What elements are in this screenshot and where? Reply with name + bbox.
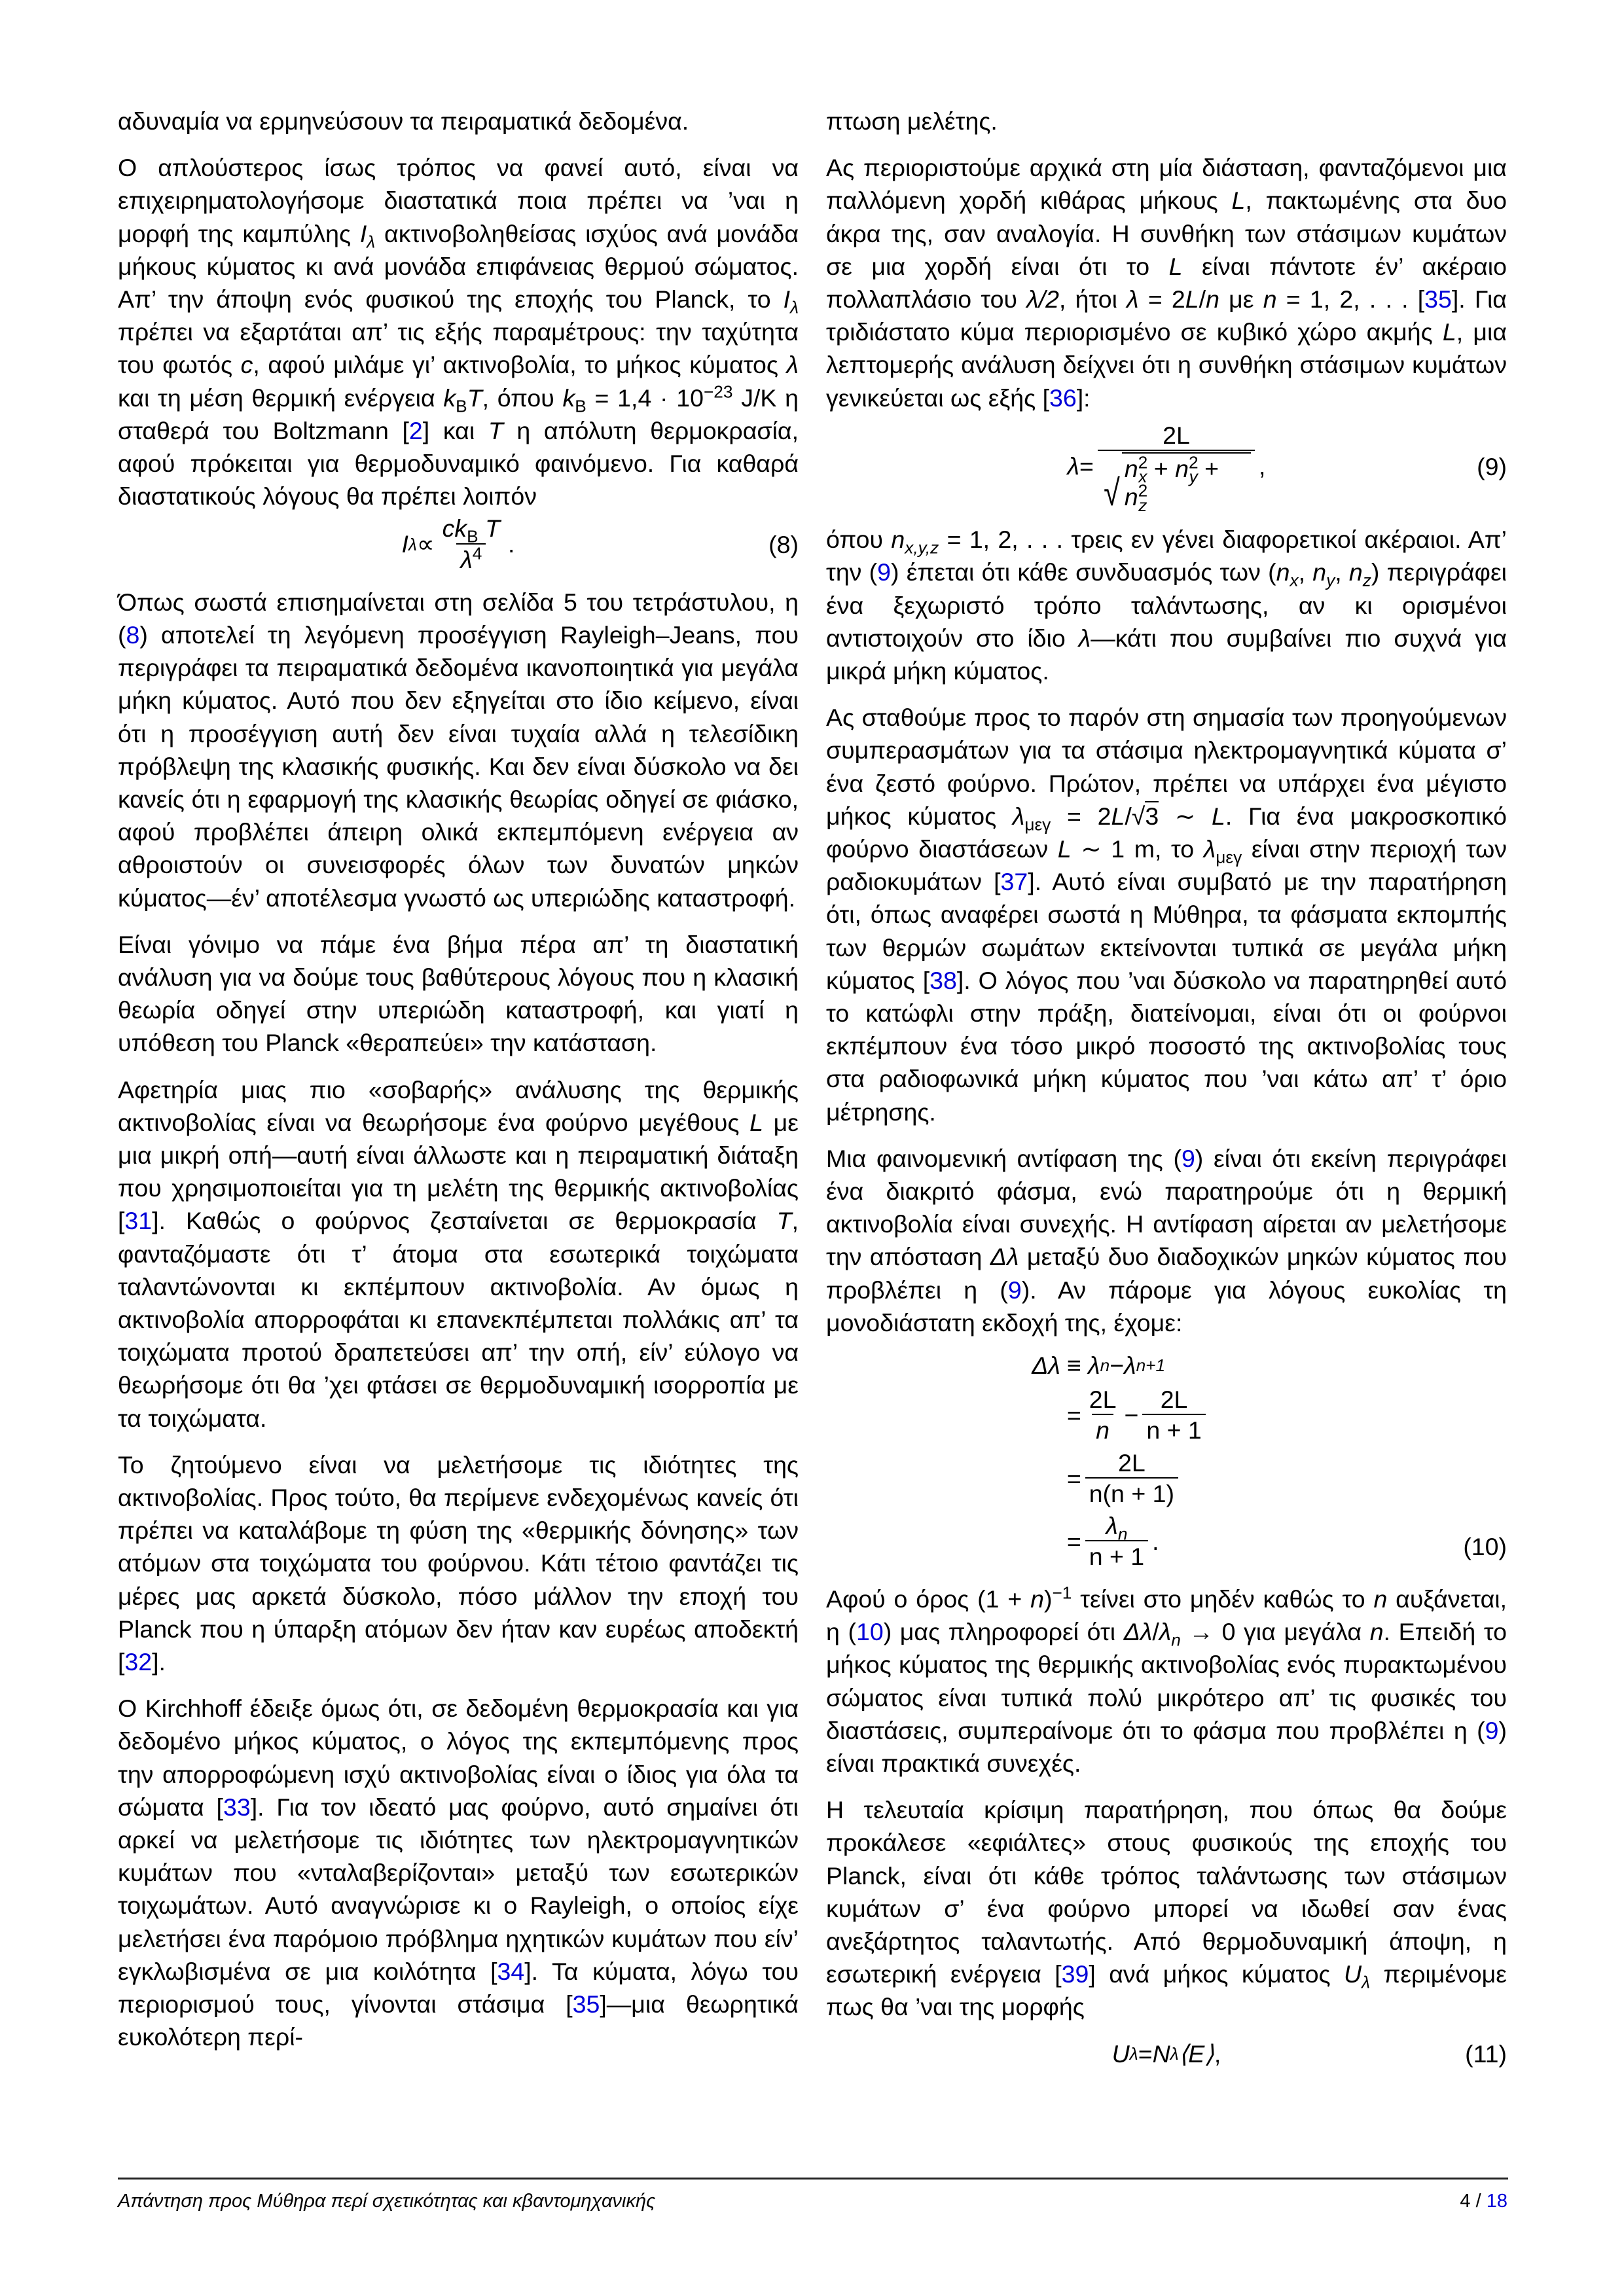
equation-number: (10) — [1463, 1532, 1507, 1560]
equation-9: λ = 2L √ $n^2_x + n^2_y + n^2_z$ , (9) — [1067, 421, 1507, 515]
paragraph: Είναι γόνιμο να πάμε ένα βήμα πέρα απ’ τη διαστατική ανάλυση για να δούμε τους βαθύτερους λόγους που η κλασική θεωρία οδηγεί στην υπεριώδη καταστροφή, και γιατί η υπόθεση του Planck «θεραπεύει» την κατάσταση. — [118, 930, 799, 1057]
equation-number: (9) — [1477, 452, 1507, 480]
paragraph: Αφετηρία μιας πιο «σοβαρής» ανάλυσης της θερμικής ακτινοβολίας είναι να θεωρήσομε ένα φούρνο μεγέθους L με μια μικρή οπή—αυτή είναι άλλωστε και η πειραματική διάταξη που χρησιμοποιείται για τη μελέτη της θερμικής ακτινοβολίας [31]. Καθώς ο φούρνος ζεσταίνεται σε θερμοκρασία T, φανταζόμαστε ότι τ’ άτομα στα εσωτερικά τοιχώματα ταλαντώνονται κι εκπέμπουν ακτινοβολία. Αν όμως η ακτινοβολία απορροφάται κι επανεκπέμπεται πολλάκις απ’ τα τοιχώματα προτού δραπετεύσει απ’ την οπή, είν’ εύλογο να θεωρήσομε ότι θα ’χει φτάσει σε θερμοδυναμική ισορροπία με τα τοιχώματα. — [118, 1075, 799, 1432]
paragraph: Το ζητούμενο είναι να μελετήσομε τις ιδιότητες της ακτινοβολίας. Προς τούτο, θα περίμενε ενδεχομένως κανείς ότι πρέπει να καταλάβομε τη φύση της «θερμικής δόνησης» των ατόμων στα τοιχώματα του φούρνου. Κάτι τέτοιο φαντάζει τις μέρες μας αρκετά δύσκολο, πόσο μάλλον την εποχή του Planck που η ύπαρξη ατόμων δεν ήταν καν ευρέως αποδεκτή [32]. — [118, 1450, 799, 1676]
paragraph: Ο Kirchhoff έδειξε όμως ότι, σε δεδομένη θερμοκρασία και για δεδομένο μήκος κύματος, ο λόγος της εκπεμπόμενης προς την απορροφώμενη ισχύ ακτινοβολίας είναι ο ίδιος για όλα τα σώματα [33]. Για τον ιδεατό μας φούρνο, αυτό σημαίνει ότι αρκεί να μελετήσομε τις ιδιότητες των ηλεκτρομαγνητικών κυμάτων που «νταλαβερίζονται» μεταξύ των εσωτερικών τοιχωμάτων. Αυτό αναγνώρισε κι ο Rayleigh, ο οποίος είχε μελετήσει ένα παρόμοιο πρόβλημα ηχητικών κυμάτων που είν’ εγκλωβισμένα σε μια κοιλότητα [34]. Τα κύματα, λόγω του περιορισμού τους, γίνονται στάσιμα [35]—μια θεωρητικά ευκολότερη περί- — [118, 1695, 799, 2051]
equation-11: U λ = N λ ⟨E⟩ , (11) — [826, 2037, 1507, 2070]
equation-8: I λ ∝ $\frac{ck_B T}{\lambda^4}$ . (8) — [401, 514, 799, 573]
citation-link[interactable]: 37 — [1000, 868, 1028, 896]
citation-link[interactable]: 34 — [497, 1957, 525, 1985]
fraction: $\frac{2L}{n + 1}$ — [1142, 1386, 1205, 1444]
paragraph: Η τελευταία κρίσιμη παρατήρηση, που όπως θα δούμε προκάλεσε «εφιάλτες» στους φυσικούς της εποχής του Planck, είναι ότι κάθε τρόπος ταλάντωσης των στάσιμων κυμάτων σ’ ένα φούρνο μπορεί να ιδωθεί σαν ένας ανεξάρτητος ταλαντωτής. Από θερμοδυναμική άποψη, η εσωτερική ενέργεια [39] ανά μήκος κύματος $U_\lambda$ περιμένομε πως θα ’ναι της μορφής — [826, 1796, 1507, 2021]
left-column — [118, 105, 799, 2067]
paragraph: όπου $n_{x,y,z} = 1$, 2, . . . τρεις εν γένει διαφορετικοί ακέραιοι. Απ’ την (9) έπεται ότι κάθε συνδυασμός των ($n_x$, $n_y$, $n_z$) περιγράφει ένα ξεχωριστό τρόπο ταλάντωσης, αν κι ορισμένοι αντιστοιχούν στο ίδιο λ—κάτι που συμβαίνει πιο συχνά για μικρά μήκη κύματος. — [826, 526, 1507, 685]
paragraph: Αφού ο όρος $(1 + n)^{-1}$ τείνει στο μηδέν καθώς το n αυξάνεται, η (10) μας πληροφορεί ότι $\Delta\lambda/\lambda_n \to 0$ για μεγάλα n. Επειδή το μήκος κύματος της θερμικής ακτινοβολίας ενός πυρακτωμένου σώματος είναι τυπικά πολύ μικρότερο απ’ τις φυσικές του διαστάσεις, συμπεραίνομε ότι το φάσμα που προβλέπει η (9) είναι πρακτικά συνεχές. — [826, 1583, 1507, 1778]
paragraph: αδυναμία να ερμηνεύσουν τα πειραματικά δεδομένα. — [118, 107, 689, 135]
fraction: $\frac{2L}{n(n + 1)}$ — [1085, 1449, 1178, 1508]
equation-link[interactable]: 9 — [1007, 1276, 1022, 1304]
equation-link[interactable]: 9 — [877, 558, 892, 586]
equation-number: (8) — [768, 530, 799, 558]
right-column — [826, 105, 1507, 2082]
equation-link[interactable]: 9 — [1181, 1144, 1195, 1172]
page-number: 4 / 18 — [1460, 2191, 1507, 2212]
citation-link[interactable]: 2 — [408, 416, 423, 444]
fraction: 2L √ $n^2_x + n^2_y + n^2_z$ — [1098, 422, 1255, 511]
paragraph: Μια φαινομενική αντίφαση της (9) είναι ότι εκείνη περιγράφει ένα διακριτό φάσμα, ενώ παρατηρούμε ότι η θερμική ακτινοβολία είναι συνεχής. Η αντίφαση αίρεται αν μελετήσομε την απόσταση Δλ μεταξύ δυο διαδοχικών μηκών κύματος που προβλέπει η (9). Αν πάρομε για λόγους ευκολίας τη μονοδιάστατη εκδοχή της, έχομε: — [826, 1144, 1507, 1336]
equation-10: Δλ ≡ λ n − λ n+1 = $\frac{2L}{n}$ − $\frac{2L}{n + 1}$ = $\frac{2L}{n(n + 1)}$ = $\frac{\lambda_n}{n + 1}$ . (10) — [1032, 1352, 1507, 1570]
fraction: $\frac{ck_B T}{\lambda^4}$ — [442, 514, 501, 573]
paragraph: Ας σταθούμε προς το παρόν στη σημασία των προηγούμενων συμπερασμάτων για τα στάσιμα ηλεκτρομαγνητικά κύματα σ’ ένα ζεστό φούρνο. Πρώτον, πρέπει να υπάρχει ένα μέγιστο μήκος κύματος $\lambda_{\mu\varepsilon\gamma} = 2L/√3$ ∼ L. Για ένα μακροσκοπικό φούρνο διαστάσεων L ∼ 1 m, το $\lambda_{\mu\varepsilon\gamma}$ είναι στην περιοχή των ραδιοκυμάτων [37]. Αυτό είναι συμβατό με την παρατήρηση ότι, όπως αναφέρει σωστά η Μύθηρα, τα φάσματα εκπομπής των θερμών σωμάτων εκτείνονται τυπικά σε μεγάλα μήκη κύματος [38]. Ο λόγος που ’ναι δύσκολο να παρατηρηθεί αυτό το κατώφλι στην πράξη, διατείνομαι, είναι ότι οι φούρνοι εκπέμπουν ένα τόσο μικρό ποσοστό της ακτινοβολίας τους στα ραδιοφωνικά μήκη κύματος που ’ναι κάτω απ’ τ’ όριο μέτρησης. — [826, 704, 1507, 1126]
equation-link[interactable]: 8 — [126, 620, 140, 649]
citation-link[interactable]: 31 — [124, 1207, 153, 1235]
paragraph: πτωση μελέτης. — [826, 107, 998, 135]
total-pages-link[interactable]: 18 — [1486, 2191, 1507, 2212]
citation-link[interactable]: 32 — [124, 1647, 153, 1676]
square-root: √ $n^2_x + n^2_y + n^2_z$ — [1102, 452, 1251, 511]
paragraph: Ας περιοριστούμε αρχικά στη μία διάσταση, φανταζόμενοι μια παλλόμενη χορδή κιθάρας μήκους L, πακτωμένης στα δυο άκρα της, σαν αναλογία. Η συνθήκη των στάσιμων κυμάτων σε μια χορδή είναι ότι το L είναι πάντοτε έν’ ακέραιο πολλαπλάσιο του λ/2, ήτοι λ = 2L/n με n = 1, 2, . . . [35]. Για τριδιάστατο κύμα περιορισμένο σε κυβικό χώρο ακμής L, μια λεπτομερής ανάλυση δείχνει ότι η συνθήκη στάσιμων κυμάτων γενικεύεται ως εξής [36]: — [826, 154, 1507, 412]
fraction: $\frac{2L}{n}$ — [1089, 1386, 1117, 1444]
fraction: $\frac{\lambda_n}{n + 1}$ — [1085, 1512, 1148, 1571]
citation-link[interactable]: 33 — [223, 1793, 251, 1821]
footer-divider — [118, 2178, 1508, 2179]
citation-link[interactable]: 35 — [572, 1990, 600, 2018]
paragraph: Όπως σωστά επισημαίνεται στη σελίδα 5 του τετράστυλου, η (8) αποτελεί τη λεγόμενη προσέγγιση Rayleigh–Jeans, που περιγράφει τα πειραματικά δεδομένα ικανοποιητικά για μεγάλα μήκη κύματος. Αυτό που δεν εξηγείται στο ίδιο κείμενο, είναι ότι η προσέγγιση αυτή δεν είναι τυχαία αλλά η τελεσίδικη πρόβλεψη της κλασικής φυσικής. Και δεν είναι δύσκολο να δει κανείς ότι η εφαρμογή της κλασικής θεωρίας οδηγεί σε φιάσκο, αφού προβλέπει άπειρη ολικά εκπεμπόμενη ενέργεια αν αθροιστούν οι συνεισφορές όλων των δυνατών μηκών κύματος—έν’ αποτέλεσμα γνωστό ως υπεριώδης καταστροφή. — [118, 588, 799, 912]
equation-link[interactable]: 9 — [1485, 1716, 1499, 1744]
citation-link[interactable]: 36 — [1049, 384, 1077, 412]
equation-link[interactable]: 10 — [856, 1618, 884, 1646]
footer-title: Απάντηση προς Μύθηρα περί σχετικότητας και κβαντομηχανικής — [118, 2191, 656, 2212]
citation-link[interactable]: 35 — [1424, 285, 1452, 314]
citation-link[interactable]: 39 — [1061, 1960, 1089, 1988]
paragraph: Ο απλούστερος ίσως τρόπος να φανεί αυτό, είναι να επιχειρηματολογήσομε διαστατικά ποια πρέπει να ’ναι η μορφή της καμπύλης $I_\lambda$ ακτινοβοληθείσας ισχύος ανά μονάδα μήκους κύματος κι ανά μονάδα επιφάνειας θερμού σώματος. Απ’ την άποψη ενός φυσικού της εποχής του Planck, το $I_\lambda$ πρέπει να εξαρτάται απ’ τις εξής παραμέτρους: την ταχύτητα του φωτός c, αφού μιλάμε γι’ ακτινοβολία, το μήκος κύματος λ και τη μέση θερμική ενέργεια $k_BT$, όπου $k_B = 1,4 \cdot 10^{-23}$ J/K η σταθερά του Boltzmann [2] και T η απόλυτη θερμοκρασία, αφού πρόκειται για θερμοδυναμικό φαινόμενο. Για καθαρά διαστατικούς λόγους θα πρέπει λοιπόν — [118, 154, 799, 511]
citation-link[interactable]: 38 — [929, 966, 957, 994]
equation-number: (11) — [1465, 2039, 1507, 2068]
